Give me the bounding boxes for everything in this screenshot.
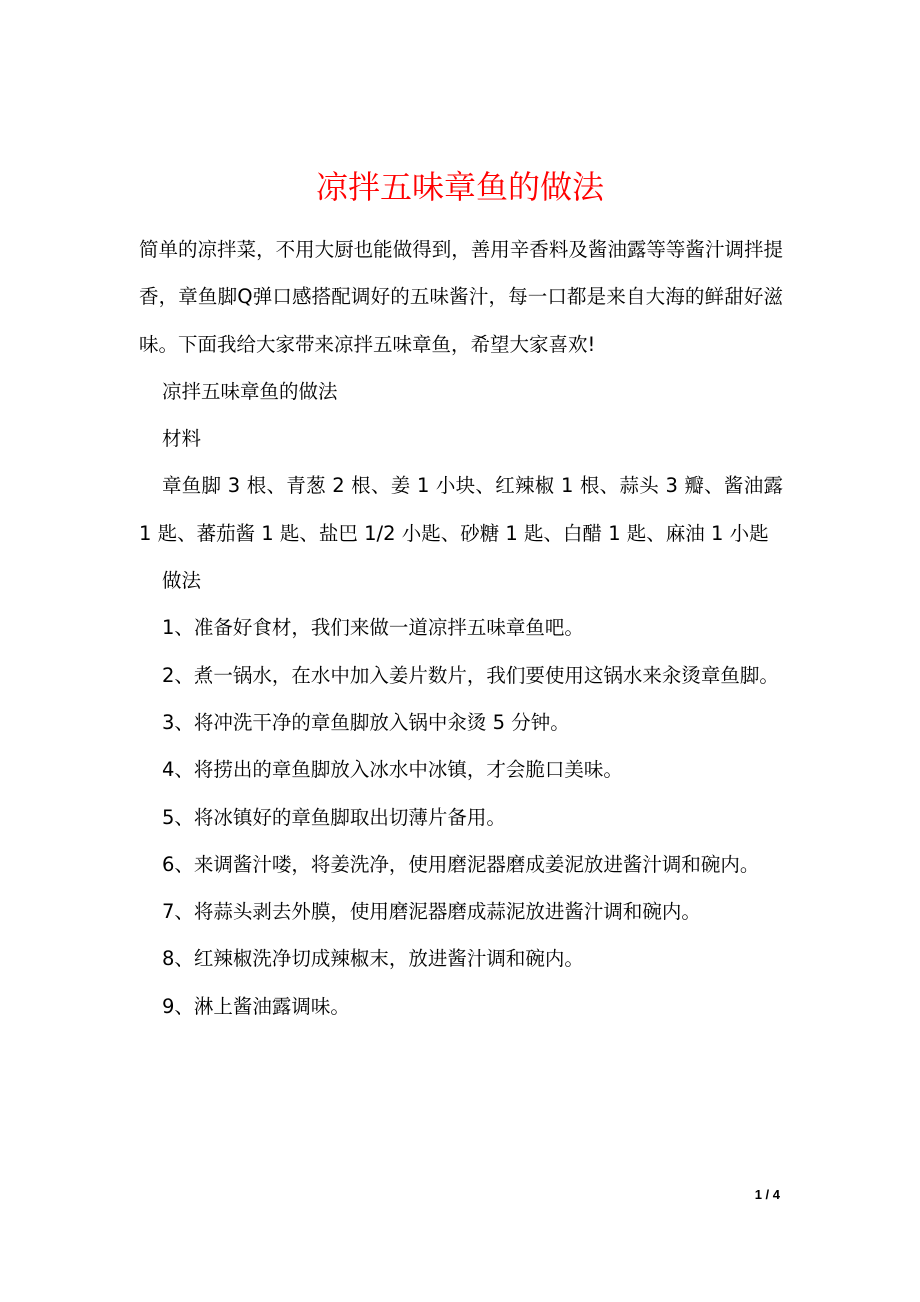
- page-number: 1 / 4: [754, 1187, 780, 1202]
- step-8: 8、红辣椒洗净切成辣椒末，放进酱汁调和碗内。: [162, 947, 584, 971]
- step-4: 4、将捞出的章鱼脚放入冰水中冰镇，才会脆口美味。: [162, 758, 623, 782]
- step-5: 5、将冰镇好的章鱼脚取出切薄片备用。: [162, 805, 506, 829]
- step-6: 6、来调酱汁喽，将姜洗净，使用磨泥器磨成姜泥放进酱汁调和碗内。: [162, 852, 760, 876]
- step-9: 9、淋上酱油露调味。: [162, 994, 350, 1018]
- step-3: 3、将冲洗干净的章鱼脚放入锅中汆烫 5 分钟。: [162, 710, 570, 734]
- step-7: 7、将蒜头剥去外膜，使用磨泥器磨成蒜泥放进酱汁调和碗内。: [162, 900, 701, 924]
- method-heading: 做法: [162, 569, 202, 593]
- materials-list: 章鱼脚 3 根、青葱 2 根、姜 1 小块、红辣椒 1 根、蒜头 3 瓣、酱油露 1 匙、蕃茄酱 1 匙、盐巴 1/2 小匙、砂糖 1 匙、白醋 1 匙、麻油 1 小匙: [139, 474, 783, 545]
- step-2: 2、煮一锅水，在水中加入姜片数片，我们要使用这锅水来汆烫章鱼脚。: [162, 663, 779, 687]
- materials-heading: 材料: [162, 427, 202, 451]
- intro-paragraph: 简单的凉拌菜，不用大厨也能做得到，善用辛香料及酱油露等等酱汁调拌提香，章鱼脚Q弹口感搭配调好的五味酱汁，每一口都是来自大海的鲜甜好滋味。下面我给大家带来凉拌五味章鱼，希望大家喜欢!: [139, 238, 783, 356]
- document-title: 凉拌五味章鱼的做法: [315, 168, 604, 207]
- document-body: [139, 226, 783, 1030]
- step-1: 1、准备好食材，我们来做一道凉拌五味章鱼吧。: [162, 616, 584, 640]
- subtitle: 凉拌五味章鱼的做法: [162, 379, 338, 403]
